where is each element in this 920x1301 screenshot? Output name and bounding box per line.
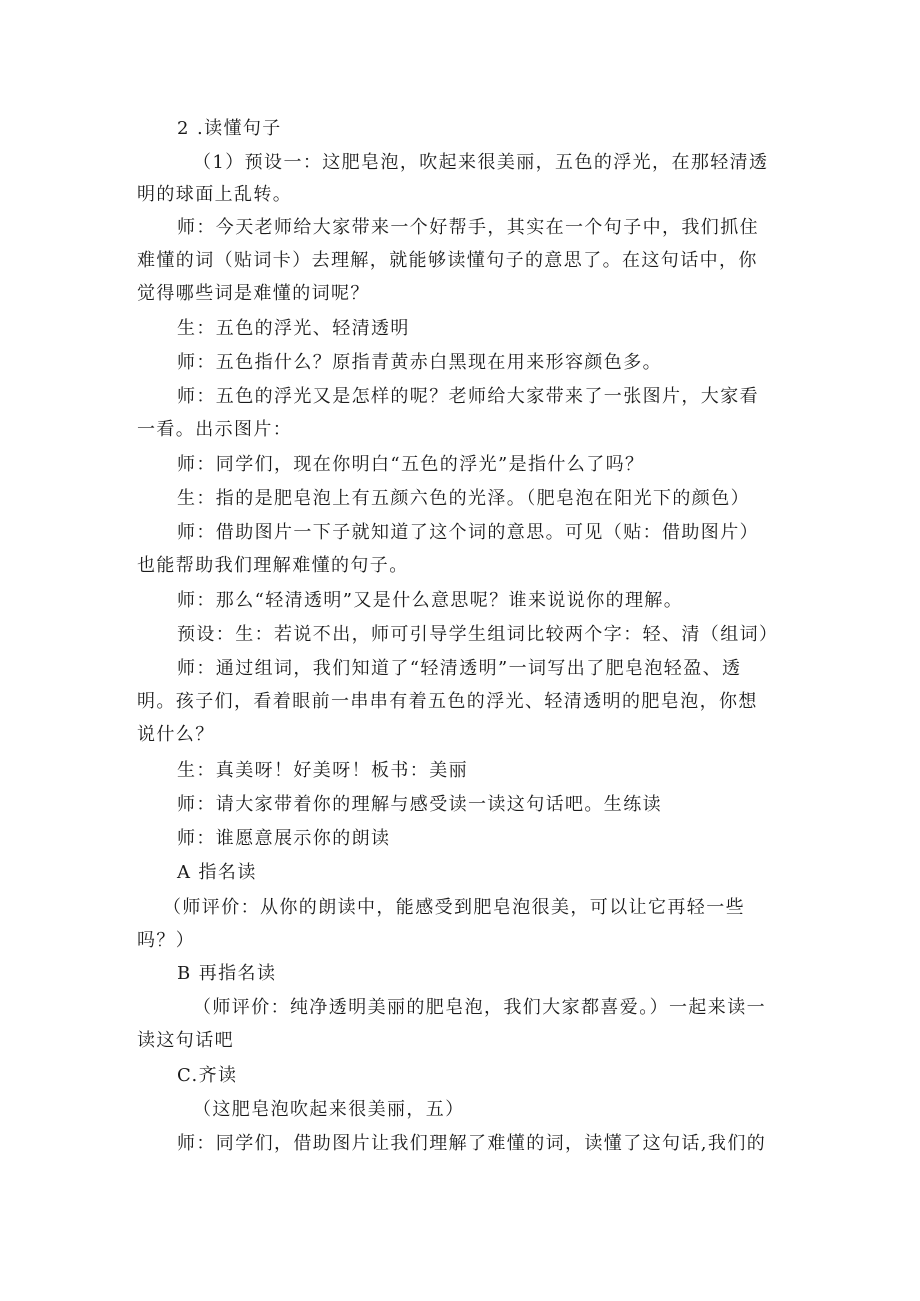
paragraph-line: 明。孩子们，看着眼前一串串有着五色的浮光、轻清透明的肥皂泡，你想 [137,691,758,712]
paragraph-line: 预设：生：若说不出，师可引导学生组词比较两个字：轻、清（组词） [177,624,779,645]
paragraph-line: 难懂的词（贴词卡）去理解，就能够读懂句子的意思了。在这句话中，你 [137,250,758,271]
paragraph-line: 觉得哪些词是难懂的词呢？ [137,283,370,304]
paragraph-line: 师：五色指什么？原指青黄赤白黑现在用来形容颜色多。 [177,352,662,373]
paragraph-line: 生：指的是肥皂泡上有五颜六色的光泽。（肥皂泡在阳光下的颜色） [177,488,750,509]
paragraph-line: 师：同学们，借助图片让我们理解了难懂的词，读懂了这句话,我们的 [177,1133,767,1154]
subheading-line: A 指名读 [177,862,257,883]
paragraph-line: （这肥皂泡吹起来很美丽，五） [193,1099,465,1120]
paragraph-line: 生：五色的浮光、轻清透明 [177,318,410,339]
paragraph-line: 师：借助图片一下子就知道了这个词的意思。可见（贴：借助图片） [177,522,759,543]
subheading-line: B 再指名读 [177,963,277,984]
section-heading: 2 .读懂句子 [177,118,282,139]
paragraph-line: 师：谁愿意展示你的朗读 [177,828,391,849]
paragraph-line: （师评价：从你的朗读中，能感受到肥皂泡很美，可以让它再轻一些 [163,897,745,918]
paragraph-line: 师：那么“轻清透明”又是什么意思呢？谁来说说你的理解。 [177,590,684,611]
paragraph-line: （1）预设一：这肥皂泡，吹起来很美丽，五色的浮光，在那轻清透 [193,152,769,173]
paragraph-line: 生：真美呀！好美呀！板书：美丽 [177,760,468,781]
paragraph-line: 明的球面上乱转。 [137,184,293,205]
paragraph-line: 师：请大家带着你的理解与感受读一读这句话吧。生练读 [177,794,662,815]
paragraph-line: 也能帮助我们理解难懂的句子。 [137,555,409,576]
paragraph-line: 读这句话吧 [137,1030,234,1051]
paragraph-line: 一看。出示图片： [137,419,293,440]
paragraph-line: 师：五色的浮光又是怎样的呢？老师给大家带来了一张图片，大家看 [177,386,759,407]
paragraph-line: 师：通过组词，我们知道了“轻清透明”一词写出了肥皂泡轻盈、透 [177,658,742,679]
paragraph-line: 吗？） [137,930,196,951]
paragraph-line: 说什么？ [137,724,215,745]
paragraph-line: 师：同学们，现在你明白“五色的浮光”是指什么了吗？ [177,454,645,475]
paragraph-line: （师评价：纯净透明美丽的肥皂泡，我们大家都喜爱。）一起来读一 [193,997,766,1018]
subheading-line: C.齐读 [177,1065,238,1086]
paragraph-line: 师：今天老师给大家带来一个好帮手，其实在一个句子中，我们抓住 [177,217,759,238]
